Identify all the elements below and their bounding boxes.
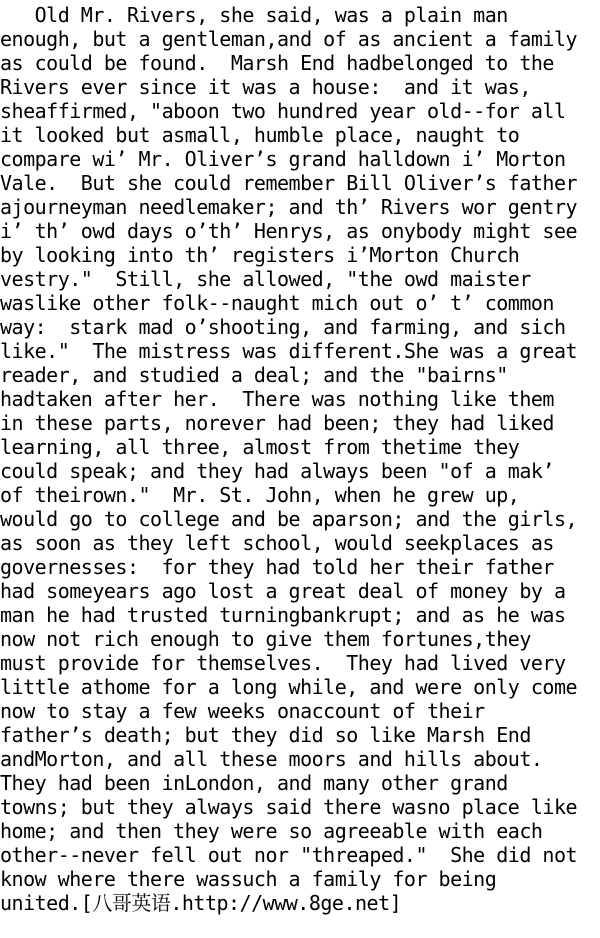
text-line: waslike other folk--naught mich out o’ t’ common [0,291,554,315]
text-line: man he had trusted turningbankrupt; and as he was [0,603,566,627]
text-line: Vale. But she could remember Bill Oliver’s father [0,171,578,195]
text-line: way: stark mad o’shooting, and farming, and sich [0,315,566,339]
text-line: like." The mistress was different.She was a great [0,339,578,363]
text-line: sheaffirmed, "aboon two hundred year old--for all [0,99,566,123]
text-line: Old Mr. Rivers, she said, was a plain man [0,3,508,27]
text-line: vestry." Still, she allowed, "the owd maister [0,267,531,291]
text-line: by looking into th’ registers i’Morton Church [0,243,520,267]
text-line: little athome for a long while, and were only come [0,675,578,699]
text-line: know where there wassuch a family for being [0,867,497,891]
text-line: learning, all three, almost from thetime they [0,435,520,459]
text-line: home; and then they were so agreeable with each [0,819,543,843]
text-line: as soon as they left school, would seekplaces as [0,531,554,555]
text-line: would go to college and be aparson; and the girls, [0,507,578,531]
text-line: reader, and studied a deal; and the "bairns" [0,363,508,387]
document-body [0,3,600,915]
text-line: They had been inLondon, and many other grand [0,771,508,795]
text-line: Rivers ever since it was a house: and it was, [0,75,531,99]
text-line: hadtaken after her. There was nothing like them [0,387,554,411]
text-line: of theirown." Mr. St. John, when he grew up, [0,483,520,507]
text-line: towns; but they always said there wasno place like [0,795,578,819]
text-line: compare wi’ Mr. Oliver’s grand halldown i’ Morton [0,147,566,171]
text-line: other--never fell out nor "threaped." She did not [0,843,578,867]
text-line: as could be found. Marsh End hadbelonged to the [0,51,554,75]
text-line: i’ th’ owd days o’th’ Henrys, as onybody might see [0,219,578,243]
text-line: ajourneyman needlemaker; and th’ Rivers wor gentry [0,195,578,219]
text-line: united.[八哥英语.http://www.8ge.net] [0,891,402,915]
text-line: had someyears ago lost a great deal of money by a [0,579,566,603]
text-line: must provide for themselves. They had lived very [0,651,566,675]
text-line: it looked but asmall, humble place, naught to [0,123,520,147]
text-line: now to stay a few weeks onaccount of their [0,699,485,723]
text-line: now not rich enough to give them fortunes,they [0,627,531,651]
text-line: could speak; and they had always been "of a mak’ [0,459,554,483]
text-line: father’s death; but they did so like Marsh End [0,723,531,747]
text-line: andMorton, and all these moors and hills about. [0,747,543,771]
text-line: governesses: for they had told her their father [0,555,554,579]
text-line: in these parts, norever had been; they had liked [0,411,554,435]
text-line: enough, but a gentleman,and of as ancient a family [0,27,578,51]
